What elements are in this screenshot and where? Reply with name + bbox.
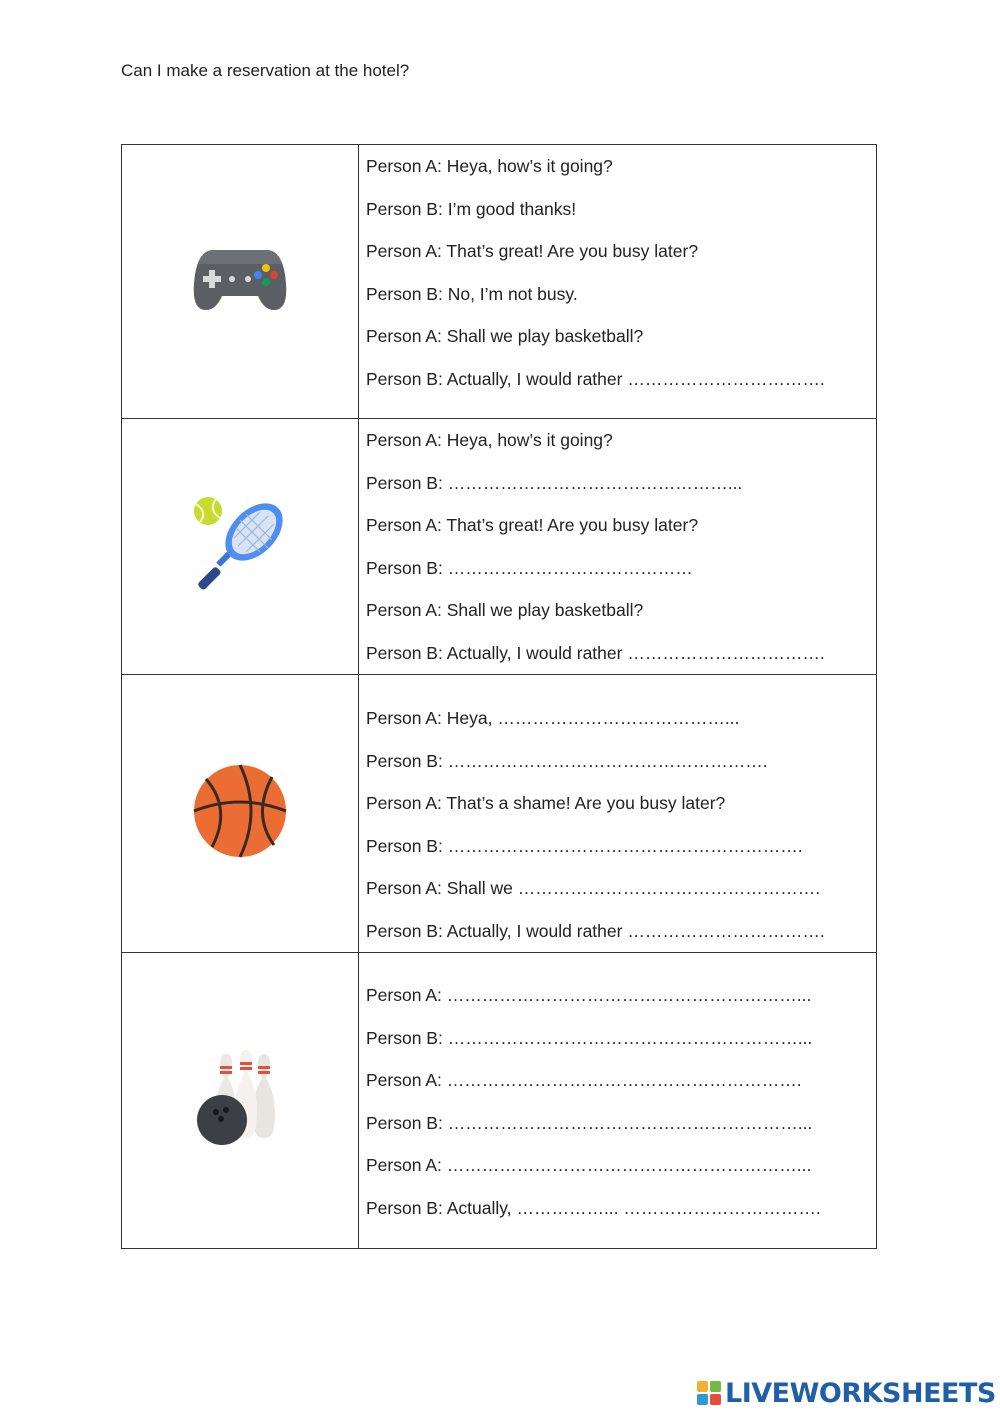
dialogue-line: Person A: Shall we ……………………………………………. [366,878,821,898]
dialogue-line: Person A: That’s great! Are you busy later? [366,241,699,261]
dialogue-line: Person B: Actually, ……………... ……………………………. [366,1197,821,1218]
logo-mark-icon [697,1381,721,1405]
dialogue-line: Person B: Actually, I would rather ……………………………. [366,368,825,389]
brand-logo [697,1373,996,1413]
table-row [122,675,877,953]
brand-name: LIVEWORKSHEETS [725,1377,996,1409]
image-cell [122,953,359,1249]
dialogue-line: Person B: Actually, I would rather ……………………………. [366,642,825,663]
bowling-icon [194,1050,286,1151]
dialogue-line: Person A: Heya, how’s it going? [366,430,613,450]
dialogue-line: Person B: ……………………………………………………. [366,835,803,856]
dialogue-line: Person B: ……………………………………………………... [366,1112,813,1133]
dialogue-line: Person B: …………………………………………... [366,472,743,493]
dialogue-table [121,144,877,1249]
dialogue-line: Person B: Actually, I would rather ……………………………. [366,920,825,941]
dialogue-cell [359,145,877,419]
dialogue-line: Person A: That’s great! Are you busy later? [366,515,699,535]
worksheet-title: Can I make a reservation at the hotel? [121,61,410,80]
dialogue-line: Person B: No, I’m not busy. [366,283,578,304]
dialogue-line: Person A: Shall we play basketball? [366,600,644,620]
dialogue-cell [359,419,877,675]
dialogue-line: Person A: ……………………………………………………... [366,985,812,1005]
image-cell [122,675,359,953]
dialogue-line: Person A: Heya, …………………………………... [366,708,740,728]
dialogue-line: Person B: ……………………………………………………... [366,1027,813,1048]
table-row [122,419,877,675]
table-row [122,145,877,419]
dialogue-line: Person A: That’s a shame! Are you busy later? [366,793,726,813]
dialogue-line: Person B: I’m good thanks! [366,198,577,219]
game-controller-icon [192,244,288,319]
tennis-icon [190,494,290,599]
dialogue-cell [359,675,877,953]
dialogue-line: Person A: ……………………………………………………... [366,1155,812,1175]
dialogue-line: Person A: ……………………………………………………. [366,1070,802,1090]
table-row [122,953,877,1249]
dialogue-line: Person A: Shall we play basketball? [366,326,644,346]
image-cell [122,145,359,419]
image-cell [122,419,359,675]
dialogue-line: Person B: …………………………………… [366,557,693,578]
basketball-icon [192,763,288,864]
dialogue-cell [359,953,877,1249]
dialogue-line: Person B: ………………………………………………. [366,750,768,771]
dialogue-line: Person A: Heya, how’s it going? [366,156,613,176]
